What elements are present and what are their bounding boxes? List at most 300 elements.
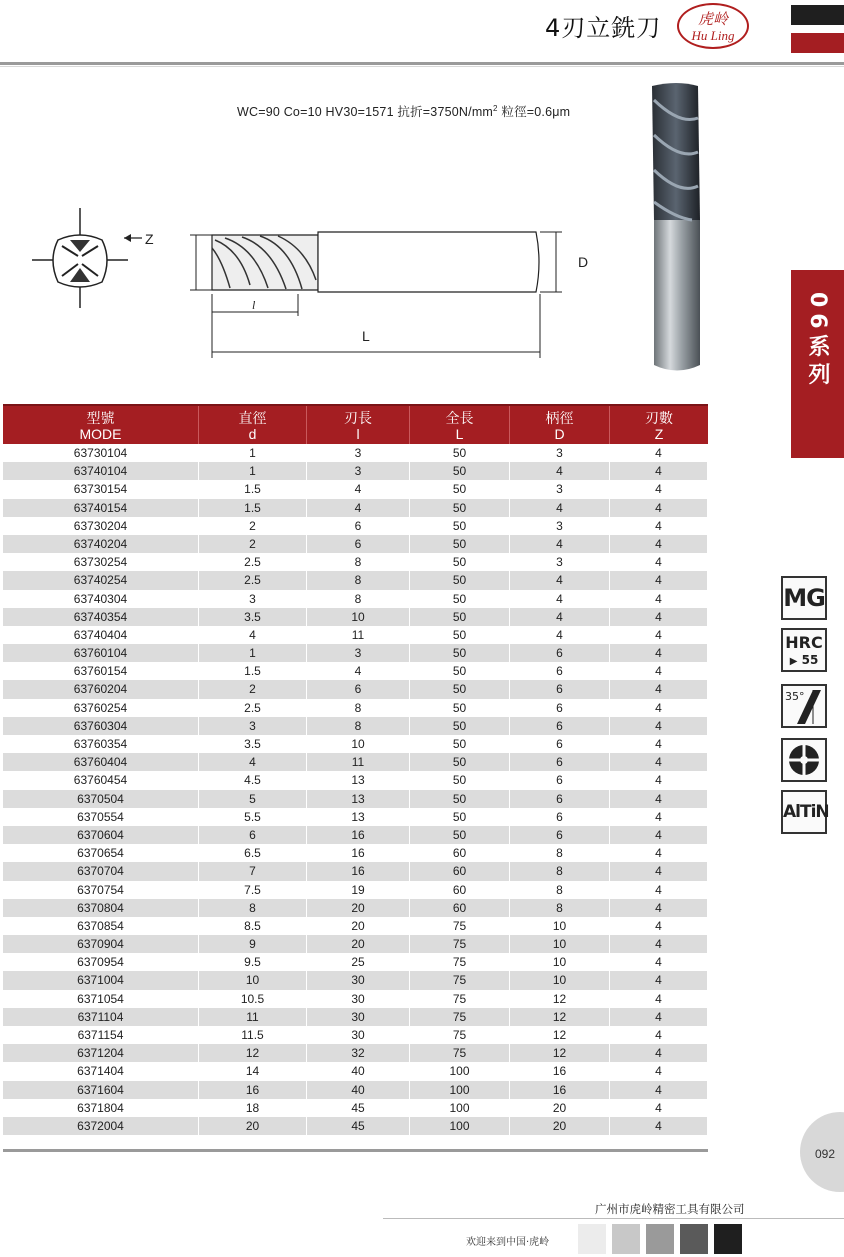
material-spec: WC=90 Co=10 HV30=1571 抗折$=3750N/mm^2$ 粒徑=0.6μm — [237, 103, 571, 119]
cell-flute-count: 4 — [610, 553, 708, 571]
cell-flute-count: 4 — [610, 571, 708, 589]
cell-overall-length: 50 — [410, 662, 510, 680]
cell-flute-length: 13 — [307, 790, 410, 808]
cell-flute-count: 4 — [610, 499, 708, 517]
cell-flute-count: 4 — [610, 862, 708, 880]
cell-overall-length: 50 — [410, 753, 510, 771]
cell-model: 6370604 — [3, 826, 199, 844]
cell-flute-length: 32 — [307, 1044, 410, 1062]
cell-flute-count: 4 — [610, 971, 708, 989]
cell-shank-diameter: 12 — [510, 990, 610, 1008]
cell-flute-count: 4 — [610, 808, 708, 826]
cell-model: 6371004 — [3, 971, 199, 989]
cell-shank-diameter: 12 — [510, 1044, 610, 1062]
cell-shank-diameter: 4 — [510, 626, 610, 644]
cell-shank-diameter: 8 — [510, 844, 610, 862]
cell-flute-length: 45 — [307, 1117, 410, 1135]
cell-shank-diameter: 8 — [510, 899, 610, 917]
table-body — [3, 444, 708, 1135]
cell-flute-length: 13 — [307, 808, 410, 826]
cell-flute-count: 4 — [610, 953, 708, 971]
footer-swatch — [714, 1224, 742, 1254]
cell-diameter: 8 — [199, 899, 307, 917]
cell-overall-length: 75 — [410, 953, 510, 971]
cell-flute-length: 4 — [307, 480, 410, 498]
cell-overall-length: 50 — [410, 553, 510, 571]
table-row — [3, 444, 708, 462]
series-label: 06系列 — [805, 292, 830, 391]
footer-swatch — [680, 1224, 708, 1254]
cell-overall-length: 50 — [410, 499, 510, 517]
cell-overall-length: 50 — [410, 444, 510, 462]
cell-diameter: 18 — [199, 1099, 307, 1117]
cell-model: 6371804 — [3, 1099, 199, 1117]
cell-model: 6371154 — [3, 1026, 199, 1044]
header-flute-length: 刃長 l — [307, 406, 410, 444]
cell-diameter: 3.5 — [199, 608, 307, 626]
cell-diameter: 4 — [199, 753, 307, 771]
footer-swatch — [646, 1224, 674, 1254]
cell-flute-length: 45 — [307, 1099, 410, 1117]
cell-diameter: 1.5 — [199, 662, 307, 680]
cell-overall-length: 60 — [410, 862, 510, 880]
cell-flute-length: 20 — [307, 935, 410, 953]
cell-flute-length: 20 — [307, 917, 410, 935]
cell-flute-length: 30 — [307, 1008, 410, 1026]
cell-overall-length: 50 — [410, 699, 510, 717]
cell-overall-length: 50 — [410, 680, 510, 698]
cell-flute-count: 4 — [610, 771, 708, 789]
cell-overall-length: 60 — [410, 881, 510, 899]
cell-diameter: 3.5 — [199, 735, 307, 753]
cell-shank-diameter: 10 — [510, 953, 610, 971]
cell-model: 6371054 — [3, 990, 199, 1008]
cell-overall-length: 75 — [410, 1044, 510, 1062]
cell-flute-length: 20 — [307, 899, 410, 917]
cell-shank-diameter: 6 — [510, 771, 610, 789]
cell-shank-diameter: 12 — [510, 1026, 610, 1044]
cell-shank-diameter: 4 — [510, 535, 610, 553]
cell-model: 63730204 — [3, 517, 199, 535]
footer-divider — [383, 1218, 844, 1219]
cell-model: 6372004 — [3, 1117, 199, 1135]
cell-diameter: 10 — [199, 971, 307, 989]
cell-flute-length: 8 — [307, 699, 410, 717]
page-number: 092 — [815, 1147, 836, 1161]
cell-flute-length: 16 — [307, 844, 410, 862]
cell-diameter: 1 — [199, 444, 307, 462]
cell-overall-length: 75 — [410, 935, 510, 953]
table-row — [3, 1026, 708, 1044]
cell-flute-count: 4 — [610, 644, 708, 662]
cell-model: 63730154 — [3, 480, 199, 498]
cell-model: 6370954 — [3, 953, 199, 971]
cell-diameter: 1.5 — [199, 499, 307, 517]
cell-overall-length: 60 — [410, 899, 510, 917]
cell-flute-length: 30 — [307, 971, 410, 989]
cell-shank-diameter: 6 — [510, 735, 610, 753]
table-row — [3, 1008, 708, 1026]
cell-diameter: 4 — [199, 626, 307, 644]
header-red-bar — [791, 33, 844, 53]
cell-flute-count: 4 — [610, 590, 708, 608]
cell-shank-diameter: 8 — [510, 862, 610, 880]
cell-diameter: 1 — [199, 462, 307, 480]
cell-diameter: 2 — [199, 680, 307, 698]
table-row — [3, 953, 708, 971]
welcome-text: 欢迎来到中国·虎岭 — [466, 1237, 550, 1248]
cell-flute-length: 4 — [307, 662, 410, 680]
cell-flute-count: 4 — [610, 917, 708, 935]
cell-diameter: 3 — [199, 717, 307, 735]
cell-flute-count: 4 — [610, 480, 708, 498]
table-row — [3, 480, 708, 498]
table-row — [3, 644, 708, 662]
cell-diameter: 6.5 — [199, 844, 307, 862]
logo-en-text: Hu Ling — [691, 28, 735, 43]
cell-flute-count: 4 — [610, 1026, 708, 1044]
cell-shank-diameter: 6 — [510, 644, 610, 662]
cell-diameter: 1.5 — [199, 480, 307, 498]
cell-diameter: 2 — [199, 535, 307, 553]
cell-diameter: 4.5 — [199, 771, 307, 789]
cell-model: 6371104 — [3, 1008, 199, 1026]
page-title: 4刃立銑刀 — [545, 14, 662, 42]
cell-flute-count: 4 — [610, 699, 708, 717]
footer-swatch — [578, 1224, 606, 1254]
product-table — [3, 404, 708, 1135]
cell-diameter: 7.5 — [199, 881, 307, 899]
cell-model: 6370854 — [3, 917, 199, 935]
cell-flute-length: 40 — [307, 1062, 410, 1080]
table-row — [3, 1044, 708, 1062]
table-row — [3, 1117, 708, 1135]
z-label: Z — [145, 231, 154, 247]
table-row — [3, 662, 708, 680]
table-bottom-rule — [3, 1149, 708, 1152]
cell-flute-count: 4 — [610, 1081, 708, 1099]
cell-diameter: 16 — [199, 1081, 307, 1099]
cell-flute-count: 4 — [610, 1044, 708, 1062]
cell-shank-diameter: 12 — [510, 1008, 610, 1026]
cell-shank-diameter: 3 — [510, 480, 610, 498]
table-row — [3, 917, 708, 935]
cell-overall-length: 50 — [410, 644, 510, 662]
cell-shank-diameter: 8 — [510, 881, 610, 899]
cell-model: 63740304 — [3, 590, 199, 608]
table-row — [3, 881, 708, 899]
altin-coating-icon: AlTiN — [781, 790, 827, 834]
table-row — [3, 826, 708, 844]
cell-flute-length: 4 — [307, 499, 410, 517]
cell-overall-length: 75 — [410, 917, 510, 935]
cell-diameter: 2.5 — [199, 553, 307, 571]
table-row — [3, 790, 708, 808]
d-label: D — [578, 254, 589, 270]
cell-flute-length: 30 — [307, 1026, 410, 1044]
cell-flute-count: 4 — [610, 626, 708, 644]
brand-logo — [677, 3, 749, 49]
cell-model: 63760204 — [3, 680, 199, 698]
cell-flute-length: 13 — [307, 771, 410, 789]
table-row — [3, 462, 708, 480]
table-row — [3, 971, 708, 989]
cell-shank-diameter: 3 — [510, 444, 610, 462]
cell-shank-diameter: 16 — [510, 1081, 610, 1099]
cell-diameter: 2.5 — [199, 699, 307, 717]
cell-flute-length: 8 — [307, 717, 410, 735]
cell-model: 63730254 — [3, 553, 199, 571]
cell-flute-count: 4 — [610, 881, 708, 899]
cell-flute-length: 8 — [307, 571, 410, 589]
cell-model: 6370804 — [3, 899, 199, 917]
table-row — [3, 1062, 708, 1080]
table-row — [3, 699, 708, 717]
cell-shank-diameter: 4 — [510, 571, 610, 589]
hrc-icon: HRC ▶ 55 — [781, 628, 827, 672]
cell-model: 63740354 — [3, 608, 199, 626]
cell-model: 6371404 — [3, 1062, 199, 1080]
cell-flute-length: 16 — [307, 862, 410, 880]
header-overall-length: 全長 L — [410, 406, 510, 444]
cell-shank-diameter: 3 — [510, 553, 610, 571]
table-row — [3, 862, 708, 880]
cell-model: 63760104 — [3, 644, 199, 662]
cell-shank-diameter: 6 — [510, 808, 610, 826]
cell-flute-count: 4 — [610, 753, 708, 771]
cell-overall-length: 75 — [410, 1008, 510, 1026]
cell-model: 63760154 — [3, 662, 199, 680]
cell-diameter: 8.5 — [199, 917, 307, 935]
table-row — [3, 517, 708, 535]
cell-model: 63760454 — [3, 771, 199, 789]
cell-shank-diameter: 6 — [510, 826, 610, 844]
cell-model: 6370904 — [3, 935, 199, 953]
cell-flute-length: 11 — [307, 626, 410, 644]
cell-diameter: 2.5 — [199, 571, 307, 589]
cell-flute-length: 6 — [307, 535, 410, 553]
cell-flute-count: 4 — [610, 844, 708, 862]
cell-shank-diameter: 4 — [510, 499, 610, 517]
cell-flute-length: 25 — [307, 953, 410, 971]
table-row — [3, 590, 708, 608]
cell-diameter: 2 — [199, 517, 307, 535]
cell-flute-count: 4 — [610, 735, 708, 753]
cell-shank-diameter: 20 — [510, 1099, 610, 1117]
cell-shank-diameter: 6 — [510, 790, 610, 808]
cell-model: 6370754 — [3, 881, 199, 899]
cell-diameter: 11.5 — [199, 1026, 307, 1044]
cell-flute-length: 8 — [307, 590, 410, 608]
cell-diameter: 3 — [199, 590, 307, 608]
cell-flute-count: 4 — [610, 462, 708, 480]
cell-shank-diameter: 10 — [510, 971, 610, 989]
cell-shank-diameter: 6 — [510, 699, 610, 717]
cell-shank-diameter: 3 — [510, 517, 610, 535]
cell-flute-count: 4 — [610, 1099, 708, 1117]
cell-flute-count: 4 — [610, 517, 708, 535]
end-mill-drawing — [0, 190, 640, 370]
cell-diameter: 9.5 — [199, 953, 307, 971]
table-row — [3, 1081, 708, 1099]
end-mill-photo — [640, 80, 710, 380]
cell-overall-length: 50 — [410, 735, 510, 753]
cell-flute-length: 16 — [307, 826, 410, 844]
cell-overall-length: 50 — [410, 571, 510, 589]
cell-overall-length: 100 — [410, 1081, 510, 1099]
table-row — [3, 680, 708, 698]
cell-model: 63740104 — [3, 462, 199, 480]
cell-model: 63760304 — [3, 717, 199, 735]
cell-flute-count: 4 — [610, 680, 708, 698]
mg-icon: MG — [781, 576, 827, 620]
cell-overall-length: 60 — [410, 844, 510, 862]
cell-diameter: 7 — [199, 862, 307, 880]
cell-flute-length: 6 — [307, 680, 410, 698]
header-black-bar — [791, 5, 844, 25]
cell-flute-length: 11 — [307, 753, 410, 771]
cell-diameter: 1 — [199, 644, 307, 662]
table-row — [3, 935, 708, 953]
cell-flute-length: 40 — [307, 1081, 410, 1099]
cell-shank-diameter: 10 — [510, 917, 610, 935]
cell-model: 6370554 — [3, 808, 199, 826]
cell-flute-count: 4 — [610, 1117, 708, 1135]
cell-shank-diameter: 6 — [510, 753, 610, 771]
cell-overall-length: 50 — [410, 608, 510, 626]
table-row — [3, 844, 708, 862]
table-row — [3, 608, 708, 626]
cell-shank-diameter: 4 — [510, 462, 610, 480]
table-row — [3, 553, 708, 571]
cell-diameter: 5 — [199, 790, 307, 808]
header-flute-count: 刃數 Z — [645, 410, 673, 442]
table-row — [3, 499, 708, 517]
table-row — [3, 717, 708, 735]
cell-shank-diameter: 20 — [510, 1117, 610, 1135]
cell-flute-count: 4 — [610, 1008, 708, 1026]
table-row — [3, 535, 708, 553]
cell-diameter: 6 — [199, 826, 307, 844]
cell-shank-diameter: 4 — [510, 608, 610, 626]
cell-model: 63740154 — [3, 499, 199, 517]
four-flute-icon — [781, 738, 827, 782]
header-divider — [0, 62, 844, 65]
cell-overall-length: 50 — [410, 808, 510, 826]
cell-overall-length: 50 — [410, 771, 510, 789]
cell-model: 63760354 — [3, 735, 199, 753]
cell-overall-length: 100 — [410, 1062, 510, 1080]
cell-diameter: 5.5 — [199, 808, 307, 826]
cell-shank-diameter: 16 — [510, 1062, 610, 1080]
cross-section-icon — [32, 208, 128, 308]
cell-model: 63740254 — [3, 571, 199, 589]
cell-model: 6370504 — [3, 790, 199, 808]
cell-flute-count: 4 — [610, 717, 708, 735]
cell-model: 6371204 — [3, 1044, 199, 1062]
cell-flute-length: 3 — [307, 444, 410, 462]
cell-model: 63730104 — [3, 444, 199, 462]
table-row — [3, 771, 708, 789]
cell-flute-length: 3 — [307, 644, 410, 662]
cell-model: 63740404 — [3, 626, 199, 644]
table-row — [3, 571, 708, 589]
footer-swatch — [612, 1224, 640, 1254]
cell-diameter: 11 — [199, 1008, 307, 1026]
cell-diameter: 14 — [199, 1062, 307, 1080]
cell-shank-diameter: 6 — [510, 680, 610, 698]
header-diameter: 直徑 d — [199, 406, 307, 444]
cell-diameter: 10.5 — [199, 990, 307, 1008]
cell-flute-count: 4 — [610, 662, 708, 680]
small-l-label: l — [252, 298, 256, 312]
table-row — [3, 899, 708, 917]
logo-cn-text: 虎岭 — [697, 10, 728, 28]
cell-flute-count: 4 — [610, 444, 708, 462]
cell-flute-length: 3 — [307, 462, 410, 480]
cell-flute-count: 4 — [610, 990, 708, 1008]
cell-flute-count: 4 — [610, 899, 708, 917]
cell-overall-length: 50 — [410, 480, 510, 498]
header-model: 型號 MODE — [3, 406, 199, 444]
cell-overall-length: 50 — [410, 535, 510, 553]
cell-overall-length: 75 — [410, 990, 510, 1008]
cell-shank-diameter: 6 — [510, 717, 610, 735]
cell-flute-count: 4 — [610, 1062, 708, 1080]
cell-shank-diameter: 6 — [510, 662, 610, 680]
header-divider-thin — [0, 66, 844, 67]
cell-model: 6370654 — [3, 844, 199, 862]
big-l-label: L — [362, 328, 370, 344]
cell-shank-diameter: 4 — [510, 590, 610, 608]
cell-overall-length: 50 — [410, 462, 510, 480]
table-row — [3, 990, 708, 1008]
cell-overall-length: 75 — [410, 971, 510, 989]
cell-overall-length: 50 — [410, 790, 510, 808]
cell-overall-length: 50 — [410, 717, 510, 735]
cell-overall-length: 75 — [410, 1026, 510, 1044]
cell-flute-count: 4 — [610, 935, 708, 953]
cell-overall-length: 100 — [410, 1117, 510, 1135]
table-row — [3, 753, 708, 771]
cell-model: 63740204 — [3, 535, 199, 553]
cell-flute-count: 4 — [610, 826, 708, 844]
cell-model: 6371604 — [3, 1081, 199, 1099]
cell-flute-length: 8 — [307, 553, 410, 571]
cell-overall-length: 50 — [410, 826, 510, 844]
cell-model: 63760254 — [3, 699, 199, 717]
cell-diameter: 12 — [199, 1044, 307, 1062]
cell-shank-diameter: 10 — [510, 935, 610, 953]
cell-flute-length: 10 — [307, 735, 410, 753]
cell-flute-count: 4 — [610, 535, 708, 553]
cell-flute-count: 4 — [610, 608, 708, 626]
cell-flute-length: 30 — [307, 990, 410, 1008]
table-row — [3, 626, 708, 644]
helix-angle-icon: 35° — [781, 684, 827, 728]
table-header — [3, 404, 708, 444]
cell-overall-length: 50 — [410, 626, 510, 644]
table-row — [3, 1099, 708, 1117]
series-tab — [791, 270, 844, 458]
cell-flute-count: 4 — [610, 790, 708, 808]
cell-overall-length: 50 — [410, 517, 510, 535]
cell-model: 63760404 — [3, 753, 199, 771]
cell-model: 6370704 — [3, 862, 199, 880]
cell-diameter: 9 — [199, 935, 307, 953]
table-row — [3, 808, 708, 826]
cell-flute-length: 19 — [307, 881, 410, 899]
